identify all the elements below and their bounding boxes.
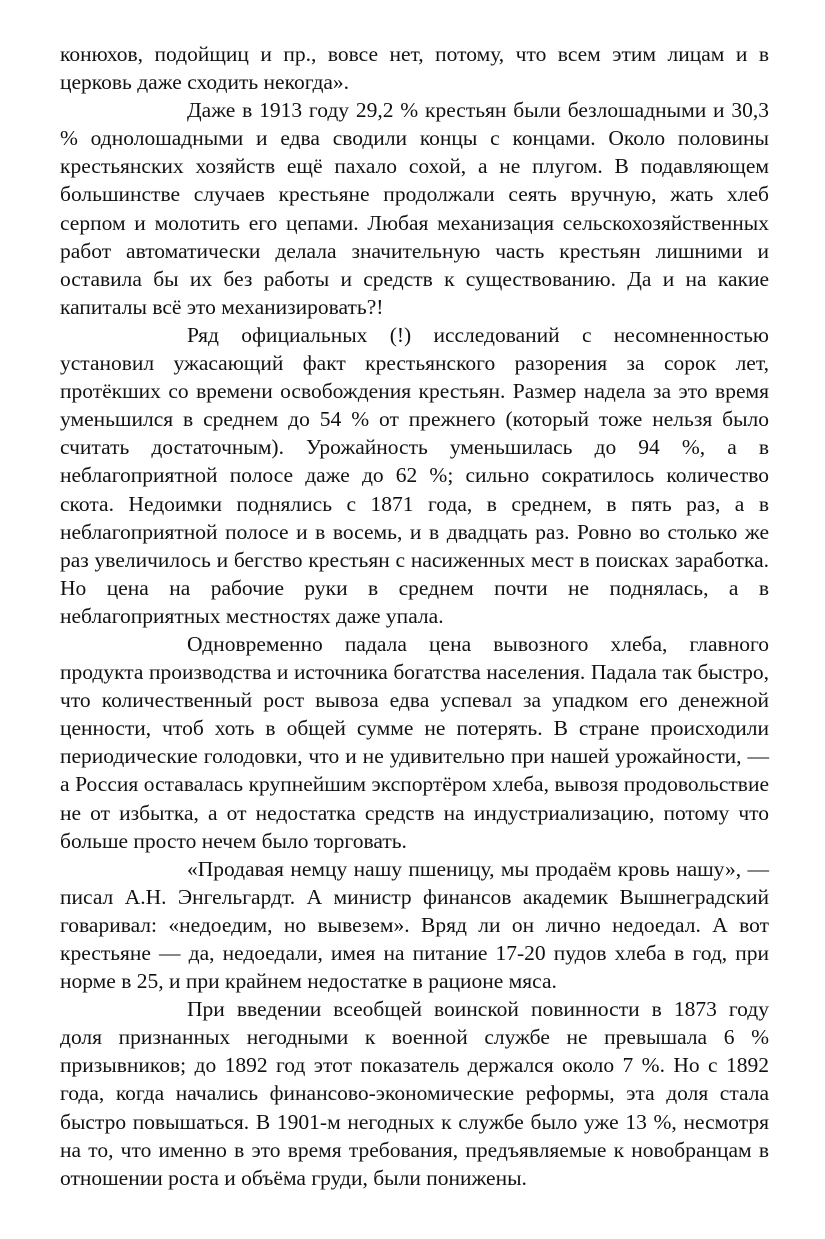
paragraph-horses: Даже в 1913 году 29,2 % крестьян были безлошадными и 30,3 % однолошадными и едва сводили концы с концами. Около половины крестьянских хозяйств ещё пахало сохой, а не плугом. В подавляющем большинстве случаев крестьяне продолжали сеять вручную, жать хлеб серпом и молотить его цепами. Любая механизация сельскохозяйственных работ автоматически делала значительную часть крестьян лишними и оставила бы их без работы и средств к существованию. Да и на какие капиталы всё это механизировать?! (60, 98, 769, 319)
document-page (60, 40, 769, 1192)
paragraph-continuation: конюхов, подойщиц и пр., вовсе нет, потому, что всем этим лицам и в церковь даже сходить некогда». (60, 42, 769, 95)
paragraph-conscription: При введении всеобщей воинской повинности в 1873 году доля признанных негодными к военной службе не превышала 6 % призывников; до 1892 год этот показатель держался около 7 %. Но с 1892 года, когда начались финансово-экономические реформы, эта доля стала быстро повышаться. В 1901-м негодных к службе было уже 13 %, несмотря на то, что именно в это время требования, предъявляемые к новобранцам в отношении роста и объёма груди, были понижены. (60, 997, 769, 1190)
paragraph-research: Ряд официальных (!) исследований с несомненностью установил ужасающий факт крестьянского разорения за сорок лет, протёкших со времени освобождения крестьян. Размер надела за это время уменьшился в среднем до 54 % от прежнего (который тоже нельзя было считать достаточным). Урожайность уменьшилась до 94 %, а в неблагоприятной полосе даже до 62 %; сильно сократилось количество скота. Недоимки поднялись с 1871 года, в среднем, в пять раз, а в неблагоприятной полосе и в восемь, и в двадцать раз. Ровно во столько же раз увеличилось и бегство крестьян с насиженных мест в поисках заработка. Но цена на рабочие руки в среднем почти не поднялась, а в неблагоприятных местностях даже упала. (60, 322, 769, 628)
paragraph-quote: «Продавая немцу нашу пшеницу, мы продаём кровь нашу», — писал А.Н. Энгельгардт. А министр финансов академик Вышнеградский говаривал: «недоедим, но вывезем». Вряд ли он лично недоедал. А вот крестьяне — да, недоедали, имея на питание 17-20 пудов хлеба в год, при норме в 25, и при крайнем недостатке в рационе мяса. (60, 856, 769, 994)
paragraph-grain-export: Одновременно падала цена вывозного хлеба, главного продукта производства и источника богатства населения. Падала так быстро, что количественный рост вывоза едва успевал за упадком его денежной ценности, чтоб хоть в общей сумме не потерять. В стране происходили периодические голодовки, что и не удивительно при нашей урожайности, — а Россия оставалась крупнейшим экспортёром хлеба, вывозя продовольствие не от избытка, а от недостатка средств на индустриализацию, потому что больше просто нечем было торговать. (60, 631, 769, 853)
